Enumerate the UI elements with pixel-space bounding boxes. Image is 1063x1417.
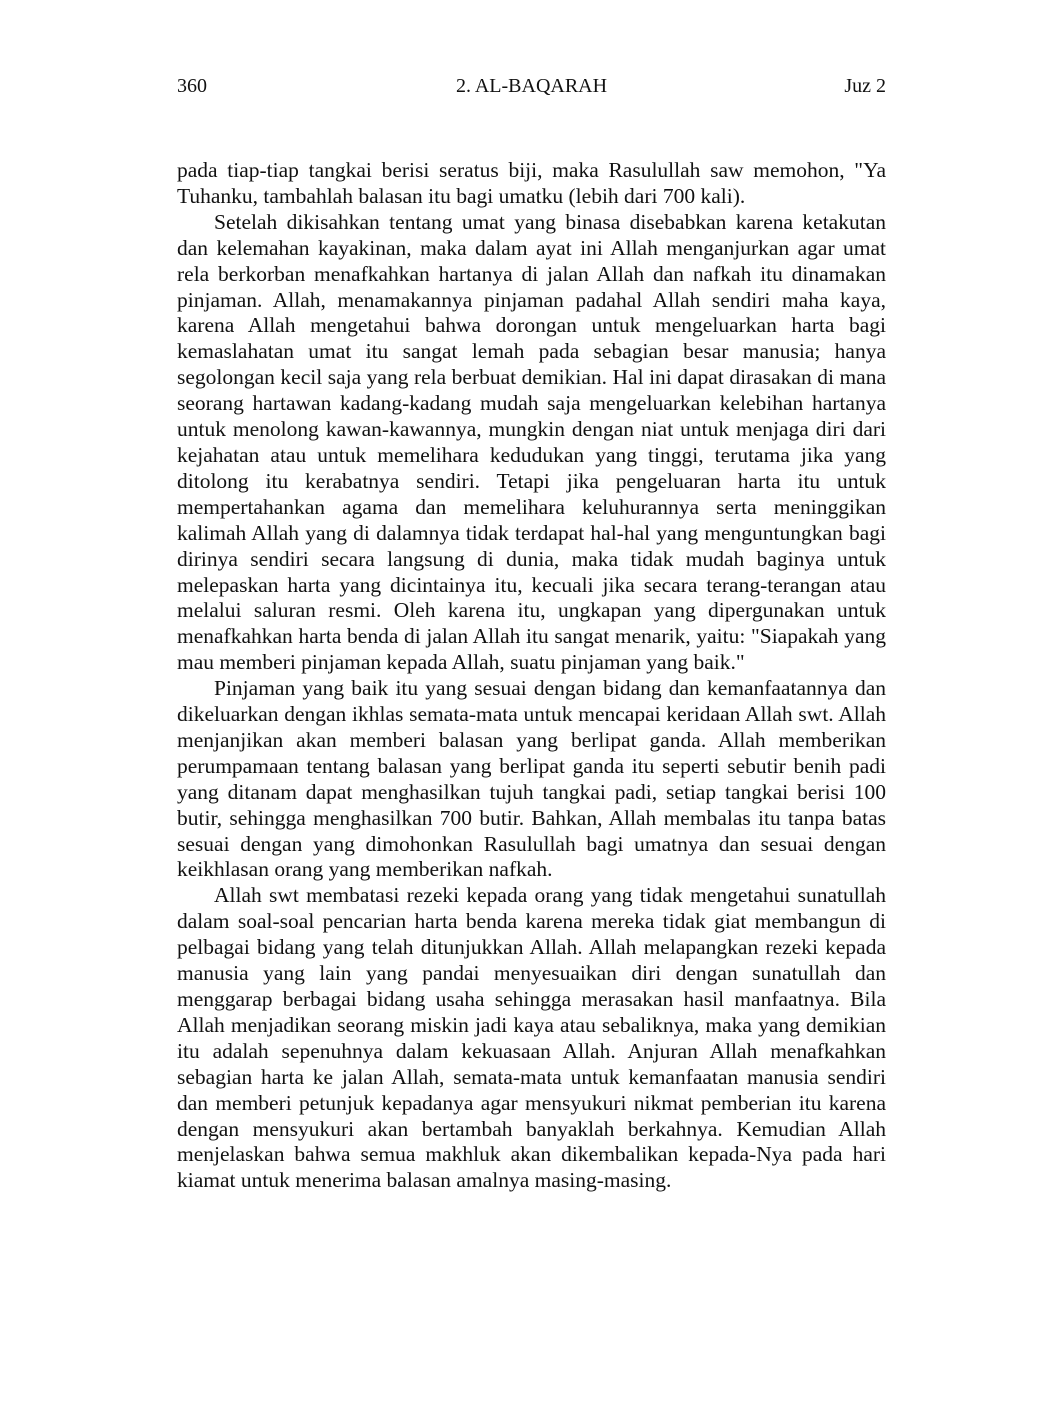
page-number: 360 bbox=[177, 75, 207, 97]
paragraph: Setelah dikisahkan tentang umat yang binasa disebabkan karena ketakutan dan kelemahan kayakinan, maka dalam ayat ini Allah menganjurkan agar umat rela berkorban menafkahkan hartanya di jalan Allah dan nafkah itu dinamakan pinjaman. Allah, menamakannya pinjaman padahal Allah sendiri maha kaya, karena Allah mengetahui bahwa dorongan untuk mengeluarkan harta bagi kemaslahatan umat itu sangat lemah pada sebagian besar manusia; hanya segolongan kecil saja yang rela berbuat demikian. Hal ini dapat dirasakan di mana seorang hartawan kadang-kadang mudah saja mengeluarkan kelebihan hartanya untuk menolong kawan-kawannya, mungkin dengan niat untuk menjaga diri dari kejahatan atau untuk memelihara kedudukan yang tinggi, terutama jika yang ditolong itu kerabatnya sendiri. Tetapi jika pengeluaran harta itu untuk mempertahankan agama dan memelihara keluhurannya serta meninggikan kalimah Allah yang di dalamnya tidak terdapat hal-hal yang menguntungkan bagi dirinya sendiri secara langsung di dunia, maka tidak mudah baginya untuk melepaskan harta yang dicintainya itu, kecuali jika secara terang-terangan atau melalui saluran resmi. Oleh karena itu, ungkapan yang dipergunakan untuk menafkahkan harta benda di jalan Allah itu sangat menarik, yaitu: "Siapakah yang mau memberi pinjaman kepada Allah, suatu pinjaman yang baik." bbox=[177, 209, 886, 675]
paragraph: Allah swt membatasi rezeki kepada orang yang tidak mengetahui sunatullah dalam soal-soal pencarian harta benda karena mereka tidak giat membangun di pelbagai bidang yang telah ditunjukkan Allah. Allah melapangkan rezeki kepada manusia yang lain yang pandai menyesuaikan diri dengan sunatullah dan menggarap berbagai bidang usaha sehingga merasakan hasil manfaatnya. Bila Allah menjadikan seorang miskin jadi kaya atau sebaliknya, maka yang demikian itu adalah sepenuhnya dalam kekuasaan Allah. Anjuran Allah menafkahkan sebagian harta ke jalan Allah, semata-mata untuk kemanfaatan manusia sendiri dan memberi petunjuk kepadanya agar mensyukuri nikmat pemberian itu karena dengan mensyukuri akan bertambah banyaklah berkahnya. Kemudian Allah menjelaskan bahwa semua makhluk akan dikembalikan kepada-Nya pada hari kiamat untuk menerima balasan amalnya masing-masing. bbox=[177, 883, 886, 1193]
page-header bbox=[177, 72, 886, 100]
paragraph: pada tiap-tiap tangkai berisi seratus biji, maka Rasulullah saw memohon, "Ya Tuhanku, tambahlah balasan itu bagi umatku (lebih dari 700 kali). bbox=[177, 158, 886, 208]
chapter-title: 2. AL-BAQARAH bbox=[455, 75, 608, 97]
juz-label: Juz 2 bbox=[844, 75, 886, 97]
body-text bbox=[177, 158, 886, 1194]
paragraph: Pinjaman yang baik itu yang sesuai dengan bidang dan kemanfaatannya dan dikeluarkan dengan ikhlas semata-mata untuk mencapai keridaan Allah swt. Allah menjanjikan akan memberi balasan yang berlipat ganda. Allah memberikan perumpamaan tentang balasan yang berlipat ganda itu seperti sebutir benih padi yang ditanam dapat menghasilkan tujuh tangkai padi, setiap tangkai berisi 100 butir, sehingga menghasilkan 700 butir. Bahkan, Allah membalas itu tanpa batas sesuai dengan yang dimohonkan Rasulullah bagi umatnya dan sesuai dengan keikhlasan orang yang memberikan nafkah. bbox=[177, 676, 886, 882]
